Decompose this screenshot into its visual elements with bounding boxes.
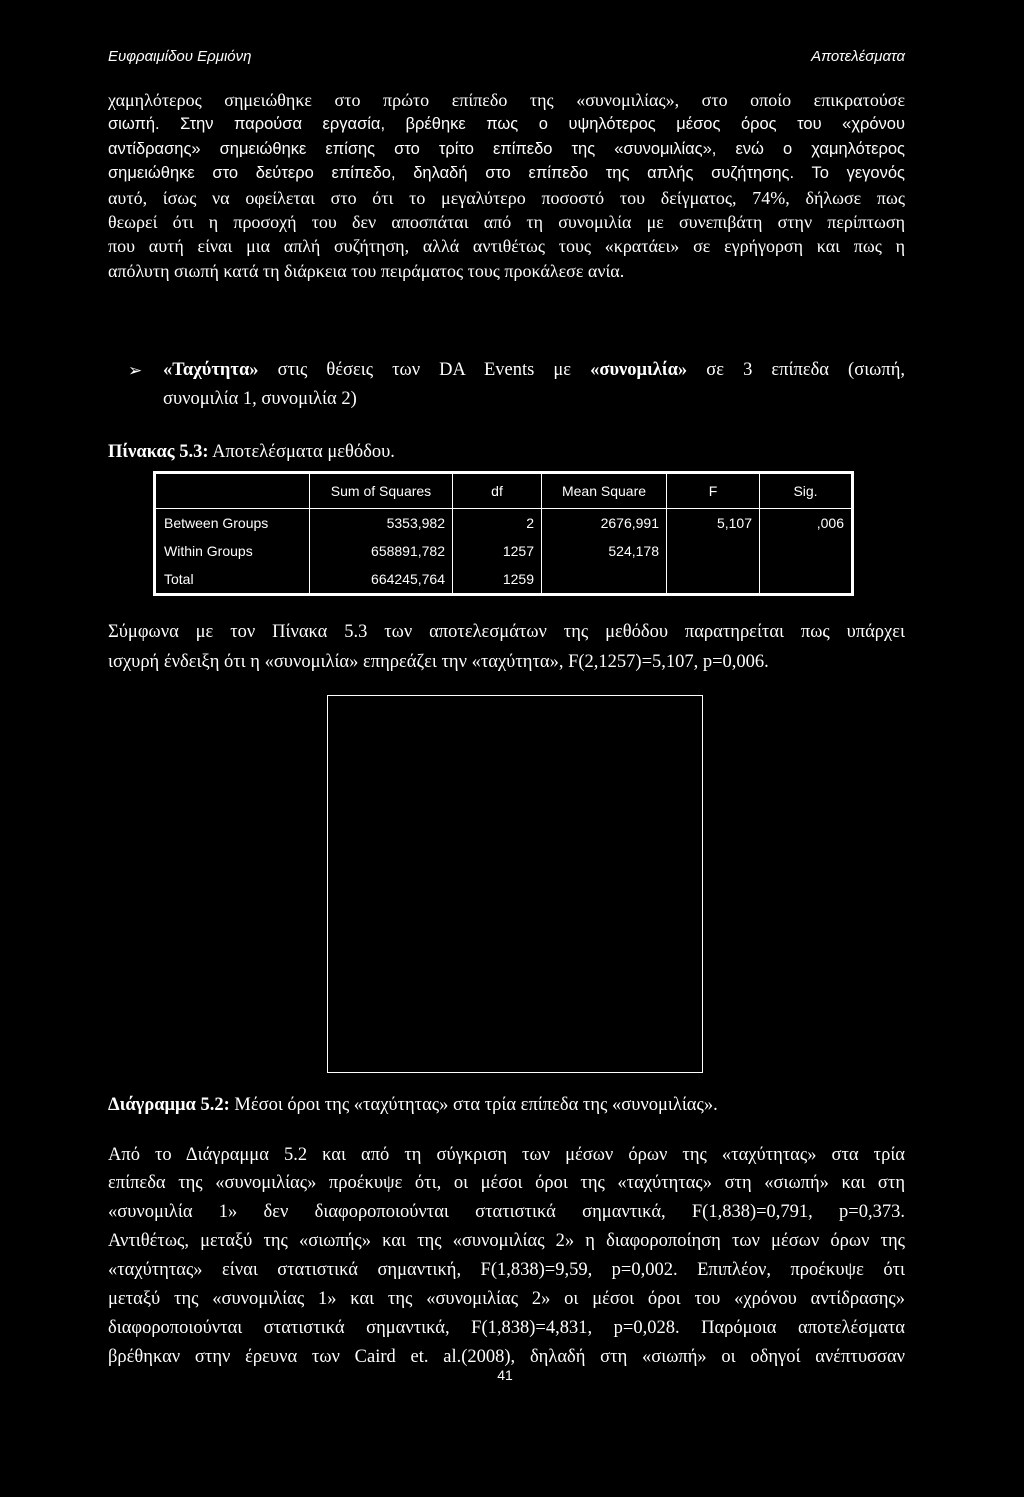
page-number: 41 [497, 1367, 513, 1383]
running-header [108, 48, 905, 70]
text-line: απόλυτη σιωπή κατά τη διάρκεια του πειράματος τους προκάλεσε ανία. [108, 260, 625, 281]
bullet-text: στις θέσεις των DA Events με [258, 359, 591, 380]
row-label: Total [155, 565, 310, 595]
cell-mean-square: 2676,991 [542, 509, 667, 538]
table-caption-label: Πίνακας 5.3: [108, 442, 209, 462]
header-author: Ευφραιμίδου Ερμιόνη [108, 48, 252, 65]
column-header: Sum of Squares [310, 473, 453, 509]
text-line: σιωπή. Στην παρούσα εργασία, βρέθηκε πως ο υψηλότερος μέσος όρος του «χρόνου [108, 115, 905, 134]
table-header-row [155, 473, 853, 509]
column-header: F [667, 473, 760, 509]
paragraph-1 [108, 88, 905, 283]
bullet-text: σε 3 επίπεδα (σιωπή, [687, 359, 905, 380]
table-caption [108, 438, 905, 466]
figure-caption-text: Μέσοι όροι της «ταχύτητας» στα τρία επίπεδα της «συνομιλίας». [229, 1095, 718, 1115]
cell-sig [760, 565, 853, 595]
cell-df: 1257 [453, 537, 542, 565]
text-line: «συνομιλία 1» δεν διαφοροποιούνται στατιστικά σημαντικά, F(1,838)=0,791, p=0,373. [108, 1202, 905, 1223]
paragraph-2 [108, 617, 905, 677]
bullet-line: συνομιλία 1, συνομιλία 2) [163, 388, 357, 409]
text-line: Σύμφωνα με τον Πίνακα 5.3 των αποτελεσμάτων της μεθόδου παρατηρείται πως υπάρχει [108, 622, 905, 642]
text-line: βρέθηκαν στην έρευνα των Caird et. al.(2008), δηλαδή στη «σιωπή» οι οδηγοί ανέπτυσσαν [108, 1346, 905, 1367]
table-row [155, 565, 853, 595]
text-line: αντίδρασης» σημειώθηκε επίσης στο τρίτο επίπεδο της «συνομιλίας», ενώ ο χαμηλότερος [108, 139, 905, 158]
figure-frame [327, 695, 703, 1073]
text-line: ισχυρή ένδειξη ότι η «συνομιλία» επηρεάζει την «ταχύτητα», F(2,1257)=5,107, p=0,006. [108, 652, 769, 672]
figure-caption-label: Διάγραμμα 5.2: [108, 1095, 230, 1115]
text-line: χαμηλότερος σημειώθηκε στο πρώτο επίπεδο της «συνομιλίας», στο οποίο επικρατούσε [108, 90, 905, 110]
text-line: μεταξύ της «συνομιλίας 1» και της «συνομιλίας 2» οι μέσοι όροι του «χρόνου αντίδρασης» [108, 1288, 905, 1309]
cell-mean-square: 524,178 [542, 537, 667, 565]
text-line: αυτό, ίσως να οφείλεται στο ότι το μεγαλύτερο ποσοστό του δείγματος, 74%, δήλωσε πως [108, 187, 905, 208]
header-section: Αποτελέσματα [811, 48, 905, 65]
bold-term: «συνομιλία» [590, 359, 688, 380]
cell-sig [760, 537, 853, 565]
text-line: σημειώθηκε στο δεύτερο επίπεδο, δηλαδή στο επίπεδο της απλής συζήτησης. Το γεγονός [108, 164, 905, 183]
table-row [155, 537, 853, 565]
table-row [155, 509, 853, 538]
row-label: Within Groups [155, 537, 310, 565]
anova-table [153, 471, 854, 596]
cell-mean-square [542, 565, 667, 595]
paragraph-3 [108, 1141, 905, 1372]
row-label: Between Groups [155, 509, 310, 538]
text-line: Από το Διάγραμμα 5.2 και από τη σύγκριση των μέσων όρων της «ταχύτητας» στα τρία [108, 1144, 905, 1165]
column-header: Sig. [760, 473, 853, 509]
cell-sig: ,006 [760, 509, 853, 538]
cell-sum-of-squares: 658891,782 [310, 537, 453, 565]
cell-df: 1259 [453, 565, 542, 595]
bullet-line [163, 356, 905, 385]
text-line: επίπεδα της «συνομιλίας» προέκυψε ότι, οι μέσοι όροι της «ταχύτητας» στη «σιωπή» και στη [108, 1173, 905, 1194]
figure-caption [108, 1091, 905, 1119]
text-line: «ταχύτητας» είναι στατιστικά σημαντική, F(1,838)=9,59, p=0,002. Επιπλέον, προέκυψε ότι [108, 1260, 905, 1281]
cell-f [667, 565, 760, 595]
column-header: Mean Square [542, 473, 667, 509]
cell-sum-of-squares: 5353,982 [310, 509, 453, 538]
cell-f [667, 537, 760, 565]
text-line: που αυτή είναι μια απλή συζήτηση, αλλά αντιθέτως τους «κρατάει» σε εγρήγορση και πως η [108, 236, 905, 257]
table-corner-cell [155, 473, 310, 509]
text-line: διαφοροποιούνται στατιστικά σημαντικά, F(1,838)=4,831, p=0,028. Παρόμοια αποτελέσματα [108, 1317, 905, 1338]
bullet-item [163, 356, 905, 414]
cell-f: 5,107 [667, 509, 760, 538]
cell-df: 2 [453, 509, 542, 538]
cell-sum-of-squares: 664245,764 [310, 565, 453, 595]
text-line: Αντιθέτως, μεταξύ της «σιωπής» και της «συνομιλίας 2» η διαφοροποίηση των μέσων όρων της [108, 1231, 905, 1252]
column-header: df [453, 473, 542, 509]
bold-term: «Ταχύτητα» [163, 359, 259, 380]
table-caption-text: Αποτελέσματα μεθόδου. [208, 442, 395, 462]
text-line: θεωρεί ότι η προσοχή του δεν αποσπάται από τη συνομιλία με συνεπιβάτη στην περίπτωση [108, 211, 905, 232]
bullet-arrow-icon: ➢ [128, 361, 143, 380]
